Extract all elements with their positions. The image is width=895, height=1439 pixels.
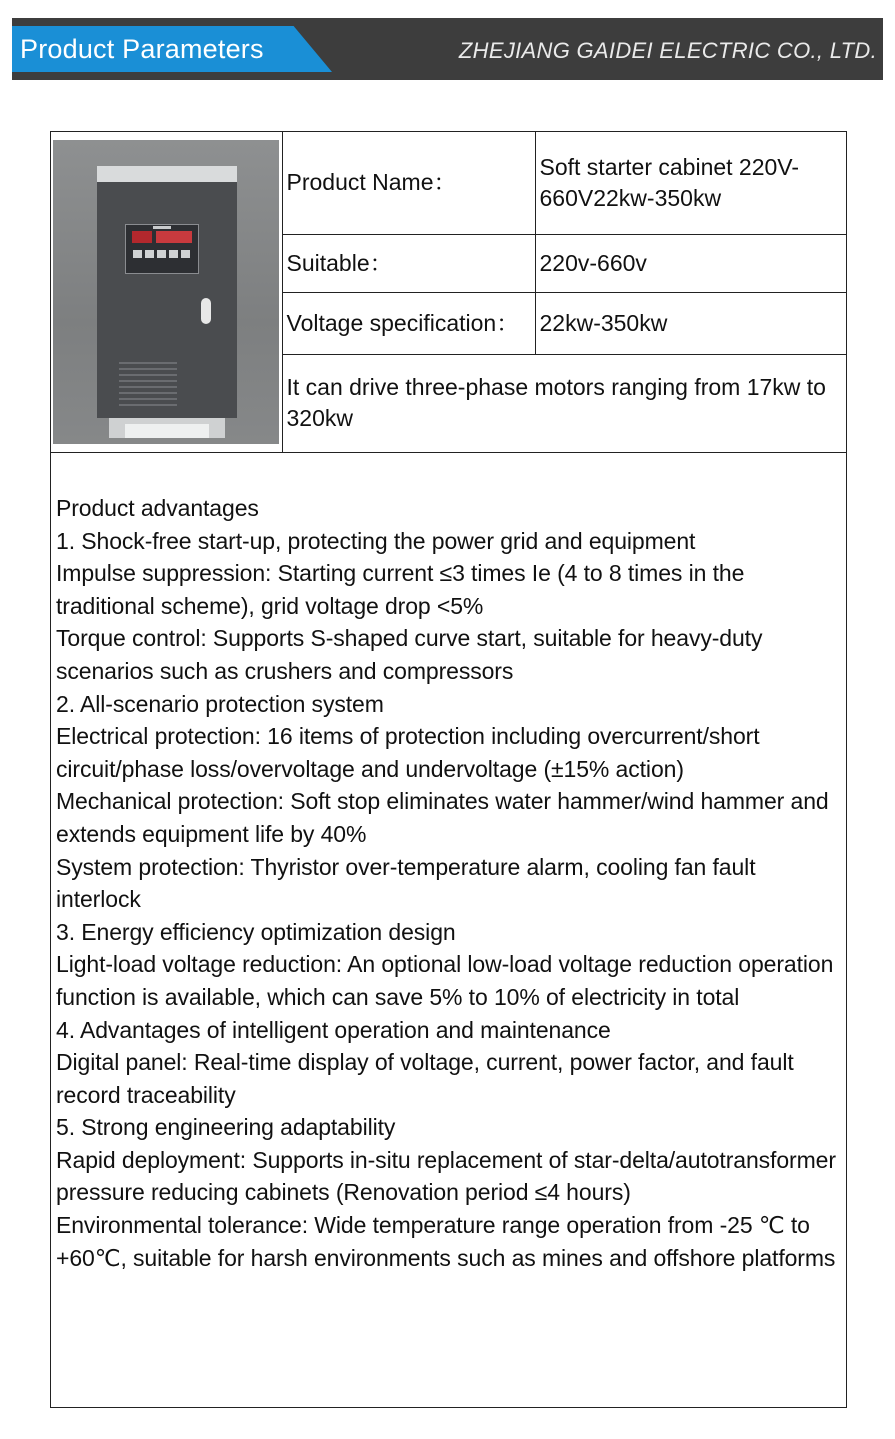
header-banner xyxy=(12,18,883,80)
advantages-text xyxy=(56,492,844,1274)
spec-table xyxy=(51,132,846,453)
advantages-heading: Product advantages xyxy=(56,495,259,521)
suitable-value: 220v-660v xyxy=(535,234,846,292)
advantage-line: Rapid deployment: Supports in-situ replacement of star-delta/autotransformer pressure reducing cabinets (Renovation period ≤4 hours) xyxy=(56,1146,836,1206)
product-name-label: Product Name： xyxy=(282,132,535,234)
cabinet-base xyxy=(109,418,225,438)
warning-label xyxy=(119,362,177,408)
company-name: ZHEJIANG GAIDEI ELECTRIC CO., LTD. xyxy=(458,38,877,63)
page-title: Product Parameters xyxy=(20,34,264,64)
voltage-value: 22kw-350kw xyxy=(535,292,846,354)
advantage-line: Torque control: Supports S-shaped curve start, suitable for heavy-duty scenarios such as crushers and compressors xyxy=(56,625,763,684)
advantage-line: 3. Energy efficiency optimization design xyxy=(56,918,456,945)
advantage-line: Impulse suppression: Starting current ≤3 times Ie (4 to 8 times in the traditional scheme), grid voltage drop <5% xyxy=(56,560,745,619)
product-image-cell xyxy=(51,132,282,452)
product-photo xyxy=(53,140,279,444)
advantage-line: Digital panel: Real-time display of voltage, current, power factor, and fault record traceability xyxy=(56,1049,794,1108)
cabinet-illustration xyxy=(97,166,237,438)
advantage-line: 2. All-scenario protection system xyxy=(56,690,384,717)
panel-buttons xyxy=(133,250,191,258)
advantage-line: Electrical protection: 16 items of protection including overcurrent/short circuit/phase loss/overvoltage and undervoltage (±15% action) xyxy=(56,723,760,782)
advantage-line: 4. Advantages of intelligent operation and maintenance xyxy=(56,1016,611,1043)
door-handle xyxy=(201,298,211,324)
product-frame xyxy=(50,131,847,1408)
product-description: It can drive three-phase motors ranging from 17kw to 320kw xyxy=(282,354,846,452)
voltage-label: Voltage specification： xyxy=(282,292,535,354)
advantage-line: Mechanical protection: Soft stop eliminates water hammer/wind hammer and extends equipment life by 40% xyxy=(56,788,829,847)
advantage-line: 5. Strong engineering adaptability xyxy=(56,1114,396,1141)
display-panel xyxy=(125,224,199,274)
advantage-line: 1. Shock-free start-up, protecting the power grid and equipment xyxy=(56,527,696,554)
advantage-line: System protection: Thyristor over-temperature alarm, cooling fan fault interlock xyxy=(56,853,756,913)
product-name-value: Soft starter cabinet 220V-660V22kw-350kw xyxy=(535,132,846,234)
advantage-line: Environmental tolerance: Wide temperature range operation from -25 ℃ to +60℃, suitable for harsh environments such as mines and offshore platforms xyxy=(56,1212,836,1271)
advantage-line: Light-load voltage reduction: An optional low-load voltage reduction operation function is available, which can save 5% to 10% of electricity in total xyxy=(56,951,834,1010)
suitable-label: Suitable： xyxy=(282,234,535,292)
